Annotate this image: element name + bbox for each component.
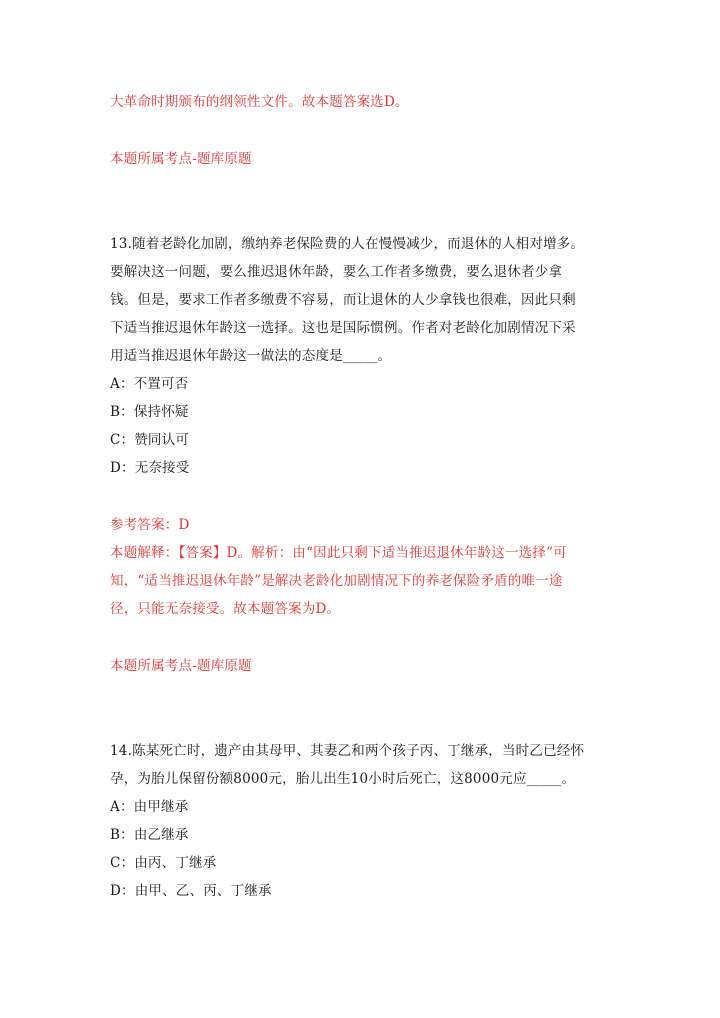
q13-source-label: 本题所属考点-题库原题 xyxy=(110,658,252,674)
q14-option-b: B：由乙继承 xyxy=(110,827,189,843)
q14-option-d: D：由甲、乙、丙、丁继承 xyxy=(110,883,272,899)
q13-explanation-line-2: 知，“适当推迟退休年龄”是解决老龄化加剧情况下的养老保险矛盾的唯一途 xyxy=(110,573,563,589)
q13-explanation-line-3: 径，只能无奈接受。故本题答案为D。 xyxy=(110,601,341,617)
q14-option-c: C：由丙、丁继承 xyxy=(110,855,217,871)
q13-explanation-line-1: 本题解释：【答案】D。解析：由“因此只剩下适当推迟退休年龄这一选择”可 xyxy=(110,545,567,561)
q13-option-a: A：不置可否 xyxy=(110,376,189,392)
q13-stem-line-2: 要解决这一问题，要么推迟退休年龄，要么工作者多缴费，要么退休者少拿 xyxy=(110,264,563,280)
q13-option-c: C：赞同认可 xyxy=(110,432,190,448)
q13-stem-line-3: 钱。但是，要求工作者多缴费不容易，而让退休的人少拿钱也很难，因此只剩 xyxy=(110,292,576,308)
prev-explanation-tail: 大革命时期颁布的纲领性文件。故本题答案选D。 xyxy=(110,94,409,110)
q14-stem-line-1: 14.陈某死亡时，遗产由其母甲、其妻乙和两个孩子丙、丁继承，当时乙已经怀 xyxy=(110,743,585,759)
q13-stem-line-5: 用适当推迟退休年龄这一做法的态度是_____。 xyxy=(110,348,392,364)
q13-option-d: D：无奈接受 xyxy=(110,460,190,476)
prev-source-label: 本题所属考点-题库原题 xyxy=(110,151,252,167)
q14-stem-line-2: 孕，为胎儿保留份额8000元，胎儿出生10小时后死亡，这8000元应_____。 xyxy=(110,771,576,787)
q13-option-b: B：保持怀疑 xyxy=(110,404,189,420)
q13-answer: 参考答案：D xyxy=(110,517,190,533)
q13-stem-line-4: 下适当推迟退休年龄这一选择。这也是国际惯例。作者对老龄化加剧情况下采 xyxy=(110,320,576,336)
q14-option-a: A：由甲继承 xyxy=(110,799,189,815)
q13-stem-line-1: 13.随着老龄化加剧，缴纳养老保险费的人在慢慢减少，而退休的人相对增多。 xyxy=(110,236,585,252)
